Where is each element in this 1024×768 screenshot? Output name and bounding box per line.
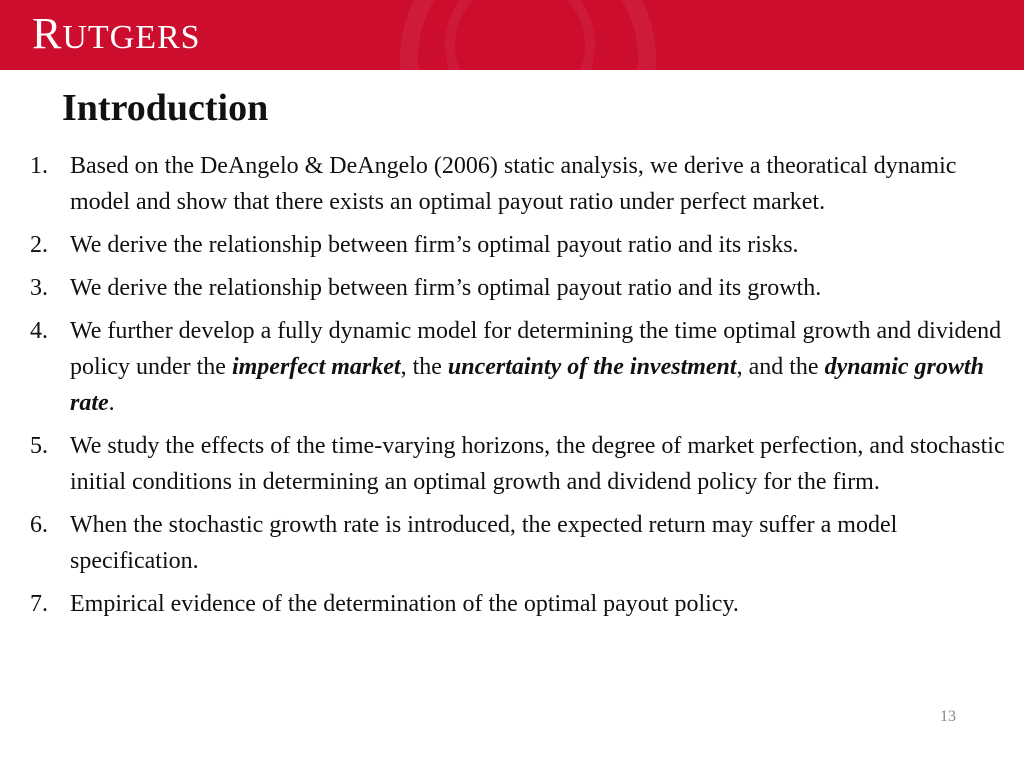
list-item — [30, 313, 1020, 421]
item-number: 7. — [30, 591, 48, 617]
rutgers-logo: RUTGERS — [32, 9, 201, 58]
item-number: 4. — [30, 318, 48, 344]
item-text: We derive the relationship between firm’s optimal payout ratio and its risks. — [70, 232, 799, 258]
list-item — [30, 428, 1020, 500]
item-text: We further develop a fully dynamic model for determining the time optimal growth and dividend policy under the imperfect market, the uncertainty of the investment, and the dynamic growth rate. — [70, 318, 1002, 416]
item-text: We derive the relationship between firm’s optimal payout ratio and its growth. — [70, 275, 822, 301]
list-item — [30, 270, 1020, 306]
page-number: 13 — [940, 708, 956, 725]
bullet-list — [30, 148, 1020, 629]
slide-title: Introduction — [62, 87, 269, 129]
item-number: 5. — [30, 433, 48, 459]
item-text: We study the effects of the time-varying horizons, the degree of market perfection, and stochastic initial conditions in determining an optimal growth and dividend policy for the firm. — [70, 433, 1005, 495]
item-number: 3. — [30, 275, 48, 301]
list-item — [30, 507, 1020, 579]
list-item — [30, 227, 1020, 263]
list-item — [30, 148, 1020, 220]
item-text: Based on the DeAngelo & DeAngelo (2006) static analysis, we derive a theoratical dynamic model and show that there exists an optimal payout ratio under perfect market. — [70, 153, 957, 215]
emphasis-imperfect-market: imperfect market — [231, 354, 401, 380]
item-text: Empirical evidence of the determination of the optimal payout policy. — [70, 591, 739, 617]
seal-watermark-inner — [445, 0, 595, 70]
emphasis-dynamic-growth: dynamic growth rate — [70, 354, 984, 416]
list-item — [30, 586, 1020, 622]
item-text: When the stochastic growth rate is introduced, the expected return may suffer a model specification. — [70, 512, 898, 574]
item-number: 6. — [30, 512, 48, 538]
header-banner — [0, 0, 1024, 70]
item-number: 2. — [30, 232, 48, 258]
item-number: 1. — [30, 153, 48, 179]
emphasis-uncertainty: uncertainty of the investment — [447, 354, 737, 380]
